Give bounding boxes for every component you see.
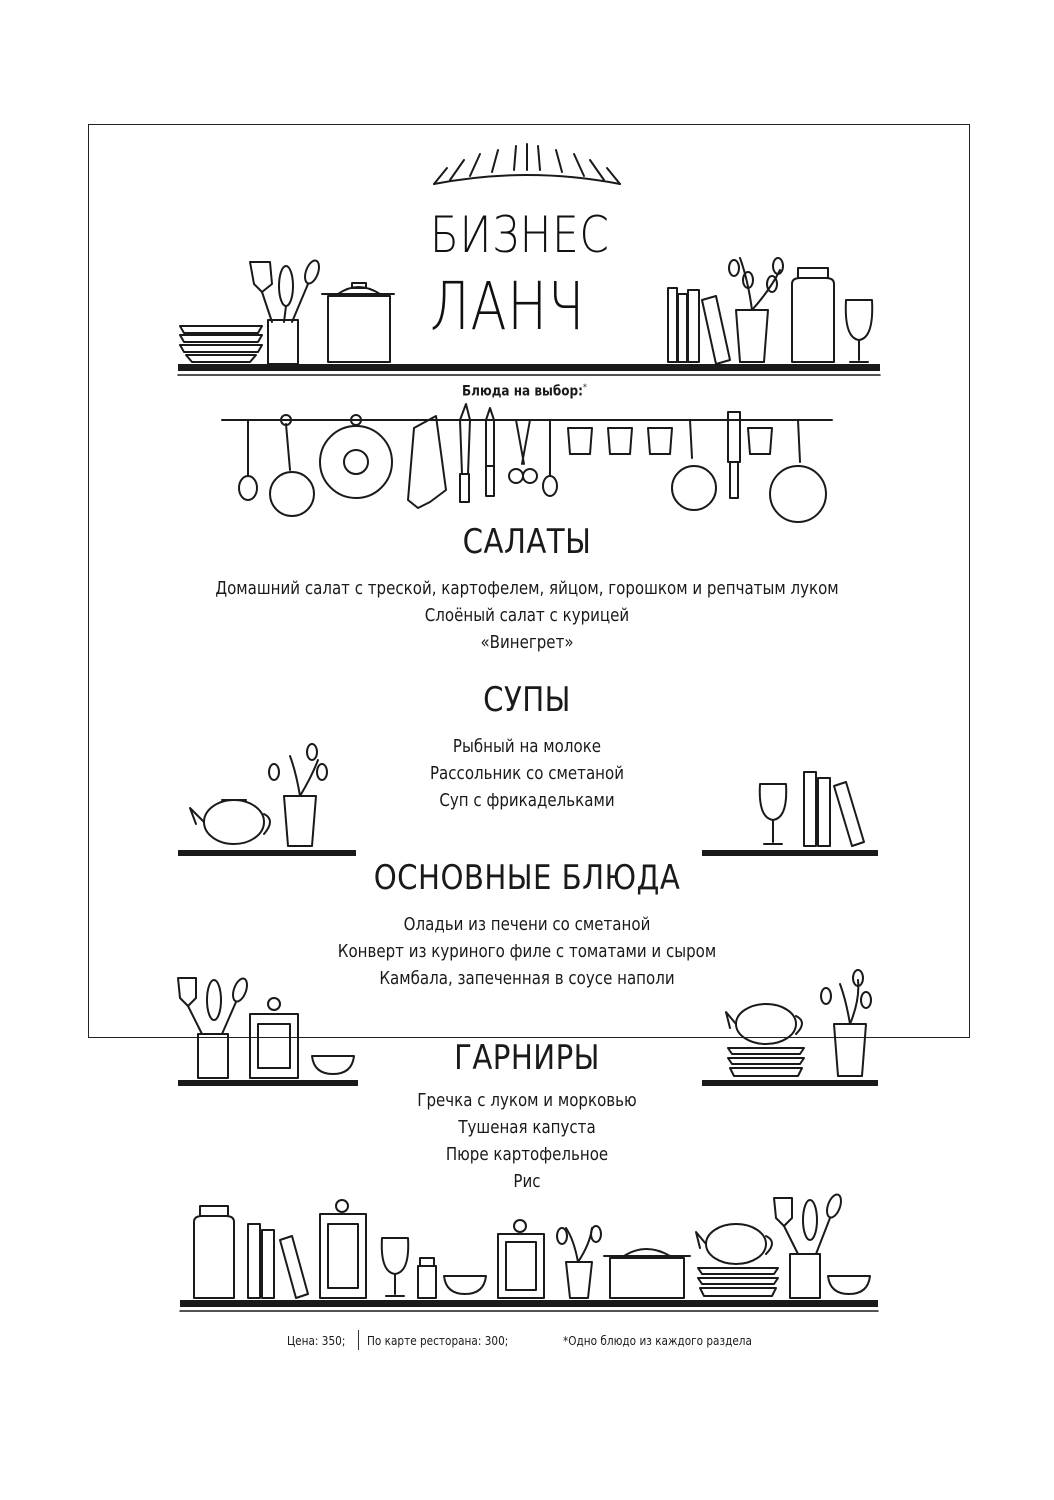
books-icon <box>248 1224 308 1298</box>
books-icon <box>668 288 730 364</box>
ladle-icon <box>239 420 257 500</box>
knife-icon <box>460 404 494 502</box>
dish-item: Рассольник со сметаной <box>429 764 625 784</box>
large-pan-icon <box>770 420 826 522</box>
cutting-board-icon <box>498 1220 544 1298</box>
footer-divider <box>358 1330 359 1350</box>
teapot-icon <box>696 1224 772 1264</box>
sun-rays-decoration <box>434 144 620 184</box>
kitchen-shelf-bottom <box>180 1193 878 1311</box>
dish-item: «Винегрет» <box>480 633 574 653</box>
mugs-icon <box>568 428 772 454</box>
wine-glass-icon <box>846 300 872 362</box>
dish-item: Рис <box>513 1172 541 1192</box>
wok-icon <box>320 415 392 498</box>
cleaver-icon <box>728 412 740 498</box>
cutting-board-icon <box>320 1200 366 1298</box>
section-title: ГАРНИРЫ <box>454 1038 600 1078</box>
utensil-holder-icon <box>774 1193 844 1298</box>
plates-stack-icon <box>180 326 262 362</box>
towel-icon <box>408 416 446 508</box>
dish-item: Суп с фрикадельками <box>439 791 615 811</box>
section-title: САЛАТЫ <box>462 522 592 562</box>
section-soups <box>0 680 1054 815</box>
plant-pot-icon <box>557 1226 601 1298</box>
section-salads <box>0 522 1054 657</box>
dish-item: Рыбный на молоке <box>452 737 602 757</box>
dish-list <box>0 576 1054 657</box>
title-line-1: БИЗНЕС <box>430 206 610 264</box>
bowl-icon <box>828 1276 870 1294</box>
dish-item: Гречка с луком и морковью <box>417 1091 637 1111</box>
wine-glass-icon <box>382 1238 408 1296</box>
section-title: ОСНОВНЫЕ БЛЮДА <box>373 858 681 898</box>
cooking-pot-icon <box>604 1249 690 1298</box>
dish-list <box>0 1088 1054 1196</box>
dish-item: Тушеная капуста <box>458 1118 596 1138</box>
spoon-icon <box>543 420 557 496</box>
dish-list <box>0 912 1054 993</box>
dish-list <box>0 734 1054 815</box>
plates-stack-icon <box>698 1268 778 1296</box>
spice-jar-icon <box>418 1258 436 1298</box>
choice-label <box>462 383 587 400</box>
small-pan-icon <box>672 420 716 510</box>
choice-label-text: Блюда на выбор: <box>462 383 584 400</box>
dish-item: Оладьи из печени со сметаной <box>403 915 651 935</box>
frying-pan-icon <box>270 415 314 516</box>
hanging-utensils-rail <box>222 404 832 522</box>
choice-footnote-mark: * <box>583 383 587 393</box>
bowl-icon <box>444 1276 486 1294</box>
dish-item: Домашний салат с треской, картофелем, яйцом, горошком и репчатым луком <box>215 579 839 599</box>
footnote-text: *Одно блюдо из каждого раздела <box>563 1333 752 1348</box>
plant-pot-icon <box>729 258 783 362</box>
dish-item: Камбала, запеченная в соусе наполи <box>379 969 675 989</box>
title-line-2: ЛАНЧ <box>430 268 585 345</box>
jar-icon <box>792 268 834 362</box>
jar-icon <box>194 1206 234 1298</box>
scissors-icon <box>509 420 537 483</box>
dish-item: Слоёный салат с курицей <box>424 606 630 626</box>
dish-item: Пюре картофельное <box>445 1145 609 1165</box>
section-main-dishes <box>0 858 1054 993</box>
cooking-pot-icon <box>322 283 394 362</box>
dish-item: Конверт из куриного филе с томатами и сыром <box>337 942 717 962</box>
card-price-text: По карте ресторана: 300; <box>367 1333 509 1348</box>
section-sides <box>0 1038 1054 1196</box>
price-text: Цена: 350; <box>287 1333 346 1348</box>
section-title: СУПЫ <box>483 680 571 720</box>
